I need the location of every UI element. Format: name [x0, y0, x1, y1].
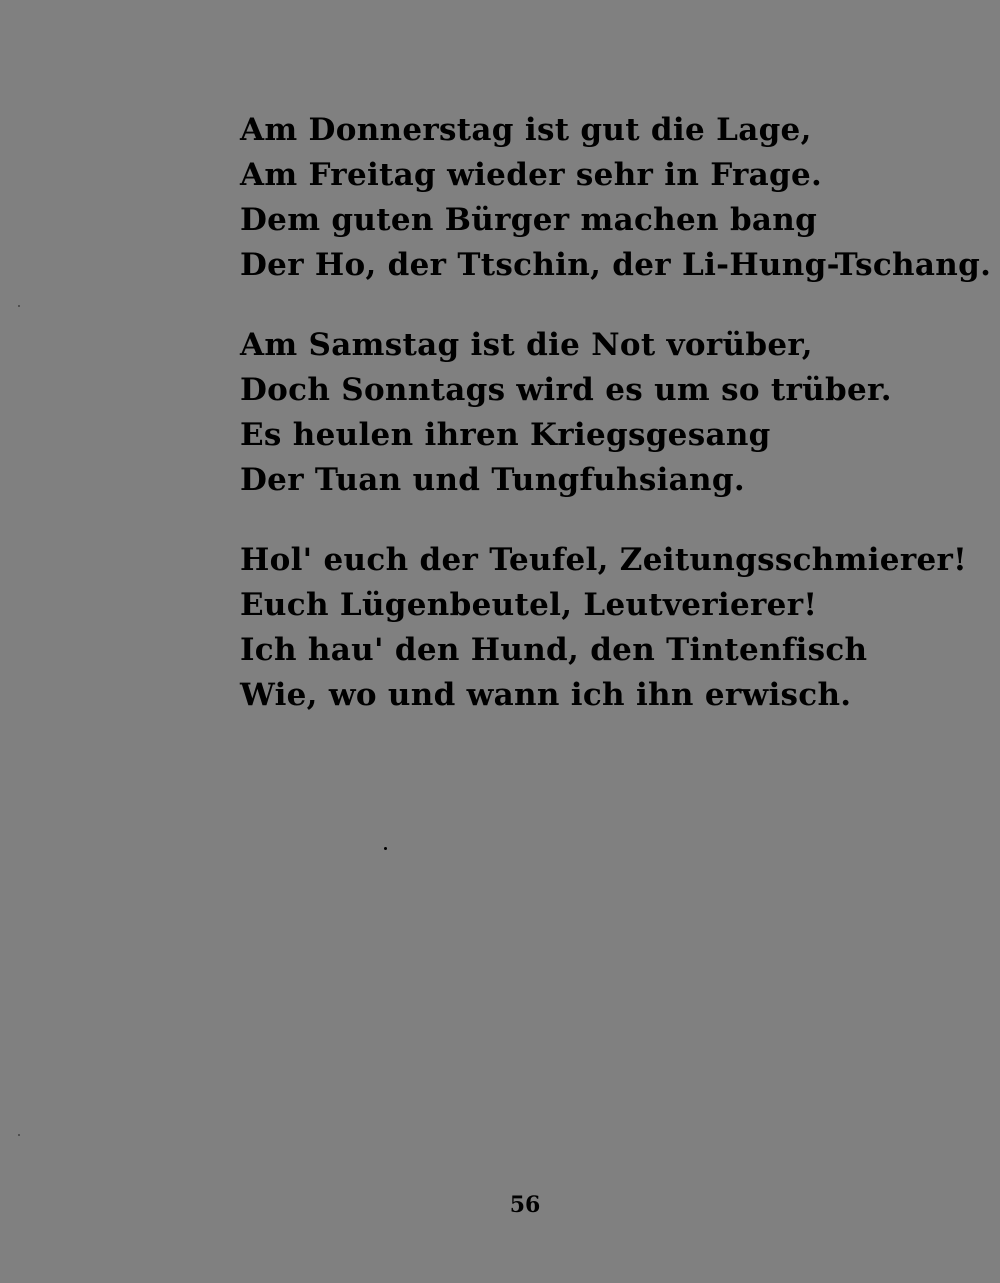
poem	[240, 108, 992, 718]
poem-line: Am Donnerstag ist gut die Lage,	[240, 112, 812, 148]
poem-line: Am Samstag ist die Not vorüber,	[240, 327, 813, 363]
poem-line: Dem guten Bürger machen bang	[240, 202, 818, 238]
poem-line: Doch Sonntags wird es um so trüber.	[240, 372, 892, 408]
poem-line: Es heulen ihren Kriegsgesang	[240, 417, 771, 453]
ink-speck	[18, 305, 20, 307]
ink-speck	[18, 1134, 20, 1136]
stanza-2	[240, 323, 920, 503]
poem-line: Der Tuan und Tungfuhsiang.	[240, 462, 745, 498]
poem-line: Am Freitag wieder sehr in Frage.	[240, 157, 823, 193]
poem-line: Ich hau' den Hund, den Tintenfisch	[240, 632, 868, 668]
page-number: 56	[509, 1192, 541, 1218]
stanza-3	[240, 538, 968, 718]
ink-speck	[384, 847, 387, 850]
poem-line: Hol' euch der Teufel, Zeitungsschmierer!	[240, 542, 968, 578]
poem-line: Euch Lügenbeutel, Leutverierer!	[240, 587, 818, 623]
poem-line: Wie, wo und wann ich ihn erwisch.	[240, 677, 852, 713]
poem-line: Der Ho, der Ttschin, der Li-Hung-Tschang.	[240, 247, 992, 283]
stanza-1	[240, 108, 992, 288]
